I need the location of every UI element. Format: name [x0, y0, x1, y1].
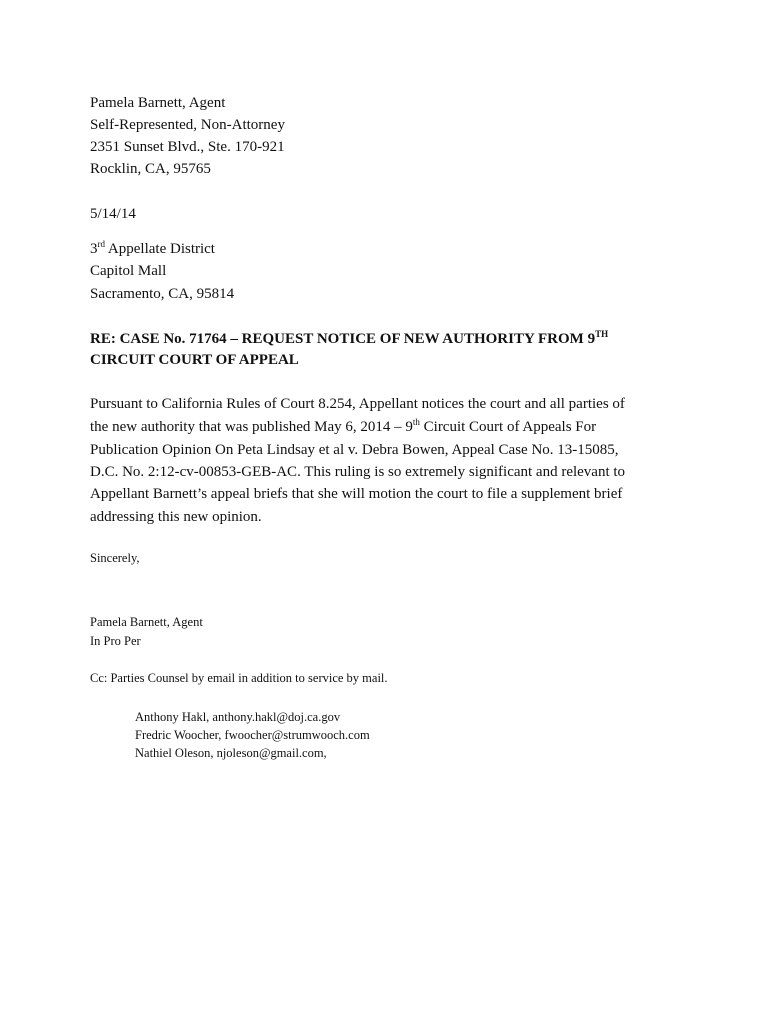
closing: Sincerely,: [90, 551, 140, 565]
sender-address-line1: 2351 Sunset Blvd., Ste. 170-921: [90, 139, 285, 155]
body-line6: addressing this new opinion.: [90, 509, 262, 525]
body-line4: D.C. No. 2:12-cv-00853-GEB-AC. This ruling is so extremely significant and relevant to: [90, 464, 626, 480]
body-line2-post: Circuit Court of Appeals For: [419, 419, 597, 435]
cc-recipient: Nathiel Oleson, njoleson@gmail.com,: [135, 746, 327, 760]
body-line2-pre: the new authority that was published May 6, 2014 – 9: [90, 419, 413, 435]
body-line5: Appellant Barnett’s appeal briefs that she will motion the court to file a supplement brief: [90, 486, 623, 502]
body-line2-superscript: th: [412, 417, 420, 427]
recipient-court: Appellate District: [105, 241, 215, 257]
sender-name: Pamela Barnett, Agent: [90, 95, 226, 111]
recipient-ordinal: 3: [90, 241, 98, 257]
signature-name: Pamela Barnett, Agent: [90, 615, 203, 629]
signature-capacity: In Pro Per: [90, 634, 141, 648]
subject-line1: [90, 329, 609, 347]
body-line1: Pursuant to California Rules of Court 8.254, Appellant notices the court and all parties of: [90, 396, 625, 412]
subject-line2: CIRCUIT COURT OF APPEAL: [90, 352, 299, 368]
cc-recipient: Anthony Hakl, anthony.hakl@doj.ca.gov: [135, 710, 341, 724]
recipient-line2: Capitol Mall: [90, 263, 167, 279]
letter-date: 5/14/14: [90, 206, 136, 222]
subject-main: RE: CASE No. 71764 – REQUEST NOTICE OF NEW AUTHORITY FROM 9: [90, 331, 596, 347]
body-line2: [90, 417, 597, 435]
sender-address-line2: Rocklin, CA, 95765: [90, 161, 211, 177]
body-line3: Publication Opinion On Peta Lindsay et al v. Debra Bowen, Appeal Case No. 13-15085,: [90, 442, 619, 458]
sender-status: Self-Represented, Non-Attorney: [90, 117, 285, 133]
cc-recipient: Fredric Woocher, fwoocher@strumwooch.com: [135, 728, 370, 742]
cc-note: Cc: Parties Counsel by email in addition to service by mail.: [90, 671, 388, 685]
recipient-ordinal-suffix: rd: [97, 239, 105, 249]
recipient-line3: Sacramento, CA, 95814: [90, 286, 235, 302]
subject-superscript: TH: [595, 329, 609, 339]
recipient-line1: [90, 239, 215, 257]
